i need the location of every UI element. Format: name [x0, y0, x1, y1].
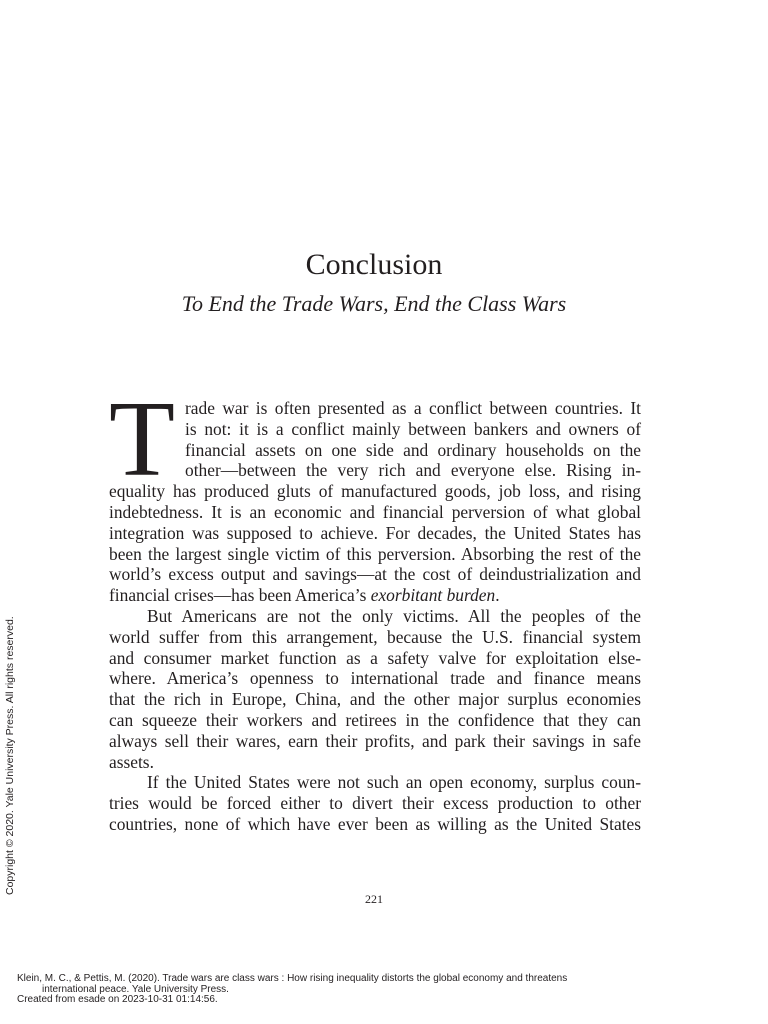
text-fragment: financial crises—has been America’s [109, 585, 371, 606]
citation-line: Created from esade on 2023-10-31 01:14:56. [17, 994, 218, 1005]
text-line: rade war is often presented as a conflict between countries. It [185, 398, 641, 418]
text-line: indebtedness. It is an economic and financial perversion of what global [109, 501, 641, 522]
chapter-subtitle: To End the Trade Wars, End the Class Wars [181, 291, 567, 316]
text-line: that the rich in Europe, China, and the other major surplus economies [109, 689, 641, 710]
text-line: always sell their wares, earn their profits, and park their savings in safe [109, 730, 641, 751]
text-line: can squeeze their workers and retirees in the confidence that they can [109, 709, 641, 730]
chapter-title: Conclusion [305, 248, 443, 281]
citation [17, 974, 567, 1006]
text-line: other—between the very rich and everyone else. Rising in- [185, 460, 641, 481]
page-number: 221 [365, 892, 383, 906]
text-line: is not: it is a conflict mainly between bankers and owners of [185, 418, 641, 439]
text-line: tries would be forced either to divert their excess production to other [109, 793, 641, 814]
text-line: where. America’s openness to international trade and finance means [109, 668, 641, 689]
text-line: and consumer market function as a safety valve for exploitation else- [109, 647, 641, 668]
emphasis-text: exorbitant burden [370, 585, 496, 606]
text-line: been the largest single victim of this perversion. Absorbing the rest of the [109, 543, 641, 564]
text-line: world’s excess output and savings—at the cost of deindustrialization and [109, 564, 641, 585]
text-line: If the United States were not such an open economy, surplus coun- [147, 772, 641, 793]
text-line: But Americans are not the only victims. All the peoples of the [147, 605, 641, 626]
citation-line: international peace. Yale University Press. [42, 983, 229, 995]
text-line: assets. [109, 751, 154, 772]
drop-cap: T [109, 380, 175, 499]
text-line: integration was supposed to achieve. For decades, the United States has [109, 522, 641, 543]
citation-line: Klein, M. C., & Pettis, M. (2020). Trade wars are class wars : How rising inequality distorts the global economy and threatens [17, 973, 568, 984]
body-text [109, 380, 641, 835]
text-line: countries, none of which have ever been as willing as the United States [109, 813, 641, 834]
copyright-notice: Copyright © 2020. Yale University Press. All rights reserved. [4, 616, 16, 895]
text-line: world suffer from this arrangement, because the U.S. financial system [109, 626, 641, 647]
text-fragment: . [495, 585, 500, 606]
text-line [109, 585, 641, 606]
text-line: equality has produced gluts of manufactured goods, job loss, and rising [109, 481, 641, 502]
text-line: financial assets on one side and ordinary households on the [185, 439, 641, 460]
